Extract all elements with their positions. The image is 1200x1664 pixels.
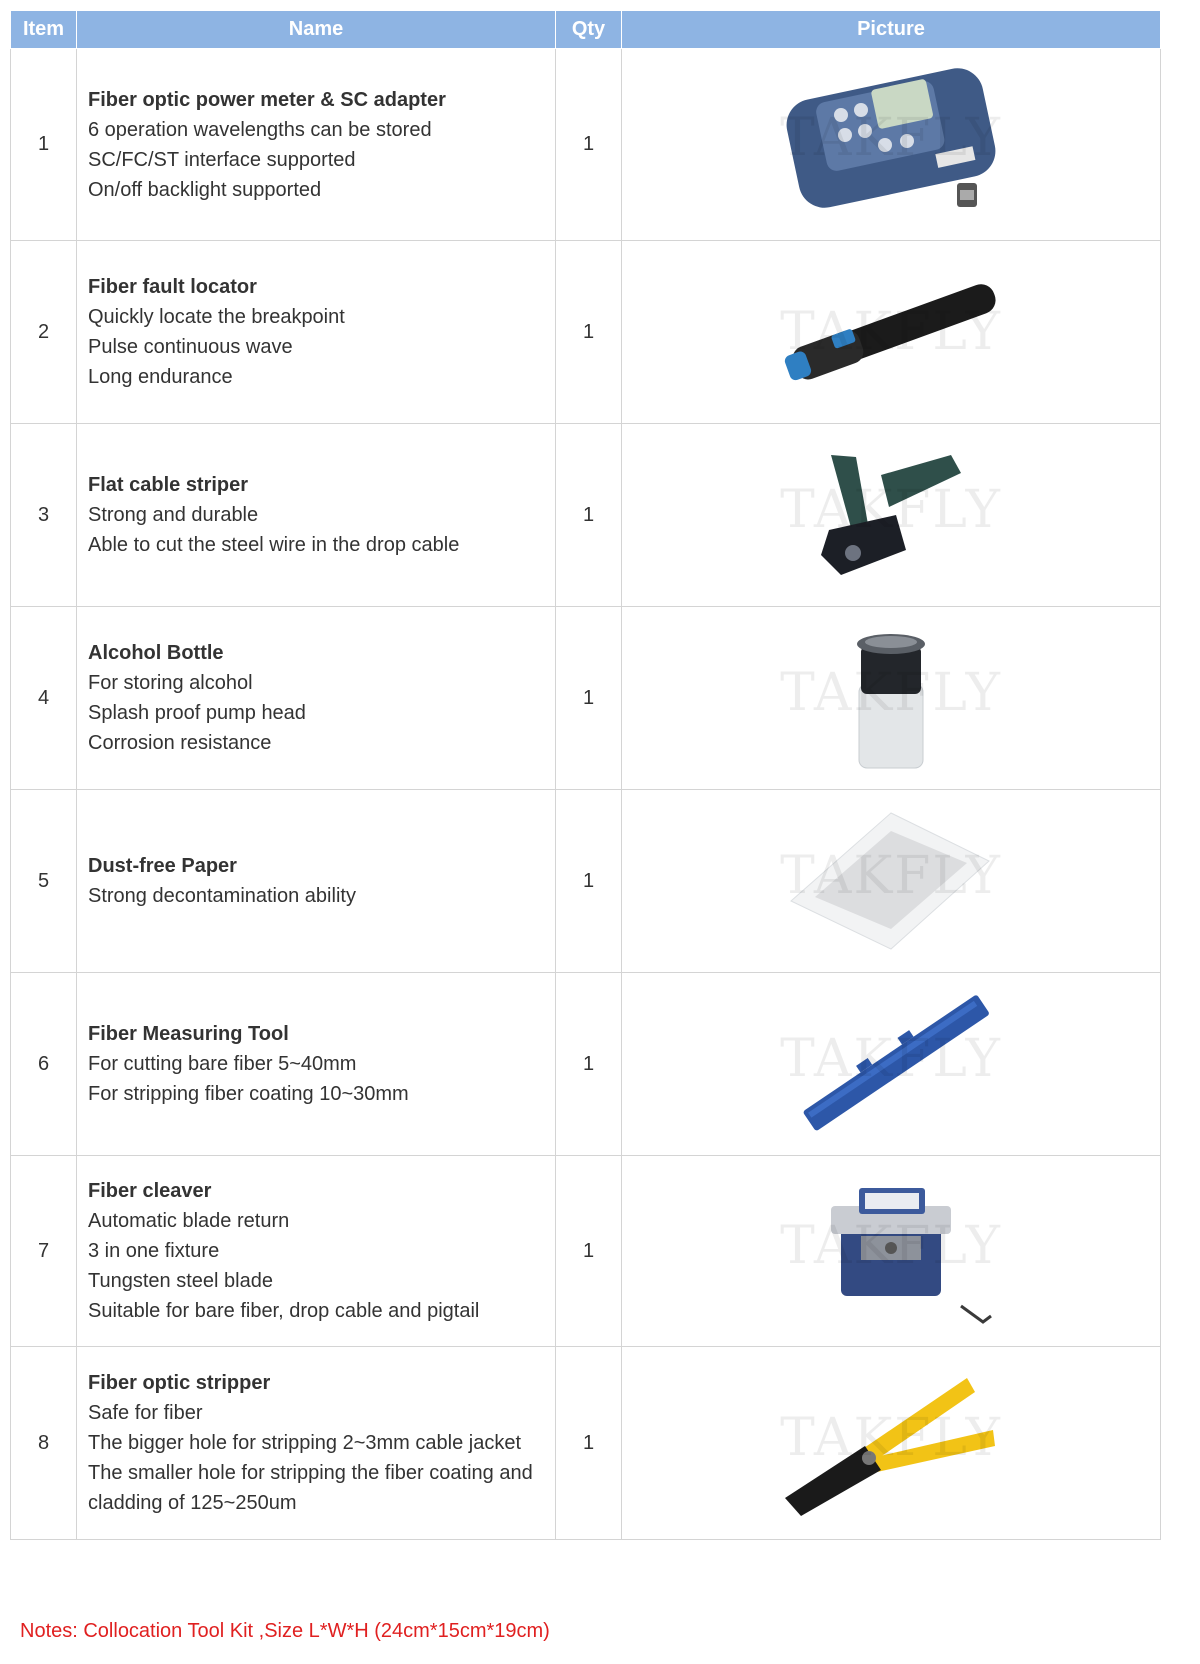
product-name: Flat cable striper — [88, 474, 249, 496]
product-qty: 1 — [556, 49, 622, 241]
product-feature: The bigger hole for stripping 2~3mm cable jacket — [88, 1432, 522, 1454]
product-feature: For stripping fiber coating 10~30mm — [88, 1083, 409, 1105]
product-name: Fiber optic stripper — [88, 1372, 271, 1394]
product-qty: 1 — [556, 790, 622, 973]
product-feature: On/off backlight supported — [88, 178, 322, 201]
product-feature: SC/FC/ST interface supported — [88, 148, 356, 171]
picture-cell — [622, 1347, 1161, 1540]
table-row — [11, 424, 1161, 607]
product-feature: Safe for fiber — [88, 1402, 203, 1424]
fiber-cleaver-icon — [761, 1166, 1021, 1336]
product-feature: For storing alcohol — [88, 672, 253, 694]
watermark: TAKFLY — [780, 846, 1002, 906]
product-cell — [77, 241, 556, 424]
table-header-row — [11, 11, 1161, 49]
product-name: Dust-free Paper — [88, 855, 237, 877]
picture-cell — [622, 241, 1161, 424]
dust-free-paper-icon — [761, 801, 1021, 961]
table-row — [11, 973, 1161, 1156]
picture-cell — [622, 1156, 1161, 1347]
kit-notes: Notes: Collocation Tool Kit ,Size L*W*H (24cm*15cm*19cm) — [20, 1620, 550, 1642]
power-meter-icon — [761, 65, 1021, 225]
watermark: TAKFLY — [780, 663, 1002, 723]
fault-locator-icon — [761, 257, 1021, 407]
measuring-tool-icon — [761, 984, 1021, 1144]
header-picture: Picture — [622, 11, 1161, 49]
item-number: 3 — [11, 424, 77, 607]
alcohol-bottle-icon — [761, 618, 1021, 778]
table-row — [11, 49, 1161, 241]
table-row — [11, 790, 1161, 973]
product-cell — [77, 1156, 556, 1347]
product-name: Fiber Measuring Tool — [88, 1023, 289, 1045]
watermark: TAKFLY — [780, 1029, 1002, 1089]
product-feature: For cutting bare fiber 5~40mm — [88, 1053, 357, 1075]
product-cell — [77, 424, 556, 607]
header-name: Name — [77, 11, 556, 49]
table-row — [11, 607, 1161, 790]
product-cell — [77, 1347, 556, 1540]
product-name: Fiber fault locator — [88, 276, 257, 298]
product-feature: Corrosion resistance — [88, 732, 272, 754]
header-qty: Qty — [556, 11, 622, 49]
picture-cell — [622, 790, 1161, 973]
product-cell — [77, 973, 556, 1156]
product-feature: Strong and durable — [88, 504, 259, 526]
product-feature: Quickly locate the breakpoint — [88, 306, 345, 328]
cable-stripper-icon — [761, 435, 1021, 595]
product-qty: 1 — [556, 607, 622, 790]
item-number: 7 — [11, 1156, 77, 1347]
item-number: 5 — [11, 790, 77, 973]
product-feature: 3 in one fixture — [88, 1240, 220, 1262]
item-number: 8 — [11, 1347, 77, 1540]
kit-table-container — [10, 10, 1160, 1540]
product-feature: Strong decontamination ability — [88, 885, 356, 907]
watermark: TAKFLY — [780, 302, 1002, 362]
item-number: 4 — [11, 607, 77, 790]
product-feature: Tungsten steel blade — [88, 1270, 273, 1292]
table-row — [11, 1156, 1161, 1347]
picture-cell — [622, 607, 1161, 790]
product-qty: 1 — [556, 1156, 622, 1347]
watermark: TAKFLY — [780, 107, 1002, 168]
product-qty: 1 — [556, 973, 622, 1156]
product-feature: Pulse continuous wave — [88, 336, 293, 358]
header-item: Item — [11, 11, 77, 49]
product-feature: Suitable for bare fiber, drop cable and pigtail — [88, 1300, 480, 1322]
picture-cell — [622, 973, 1161, 1156]
product-name: Alcohol Bottle — [88, 642, 224, 664]
kit-contents-table — [10, 10, 1161, 1540]
product-feature: Automatic blade return — [88, 1210, 290, 1232]
product-feature: Able to cut the steel wire in the drop cable — [88, 534, 460, 556]
product-feature: Splash proof pump head — [88, 702, 306, 724]
item-number: 2 — [11, 241, 77, 424]
product-qty: 1 — [556, 241, 622, 424]
fiber-stripper-icon — [761, 1358, 1021, 1528]
item-number: 1 — [11, 49, 77, 241]
item-number: 6 — [11, 973, 77, 1156]
product-feature: Long endurance — [88, 366, 233, 388]
product-feature: The smaller hole for stripping the fiber coating and cladding of 125~250um — [88, 1462, 533, 1514]
product-cell — [77, 790, 556, 973]
table-row — [11, 1347, 1161, 1540]
table-row — [11, 241, 1161, 424]
product-qty: 1 — [556, 1347, 622, 1540]
product-qty: 1 — [556, 424, 622, 607]
product-cell — [77, 607, 556, 790]
product-cell — [77, 49, 556, 241]
product-name: Fiber optic power meter & SC adapter — [88, 88, 446, 111]
product-feature: 6 operation wavelengths can be stored — [88, 118, 432, 141]
watermark: TAKFLY — [780, 1408, 1002, 1468]
picture-cell — [622, 49, 1161, 241]
product-name: Fiber cleaver — [88, 1180, 212, 1202]
picture-cell — [622, 424, 1161, 607]
watermark: TAKFLY — [780, 1216, 1002, 1276]
watermark: TAKFLY — [780, 480, 1002, 540]
